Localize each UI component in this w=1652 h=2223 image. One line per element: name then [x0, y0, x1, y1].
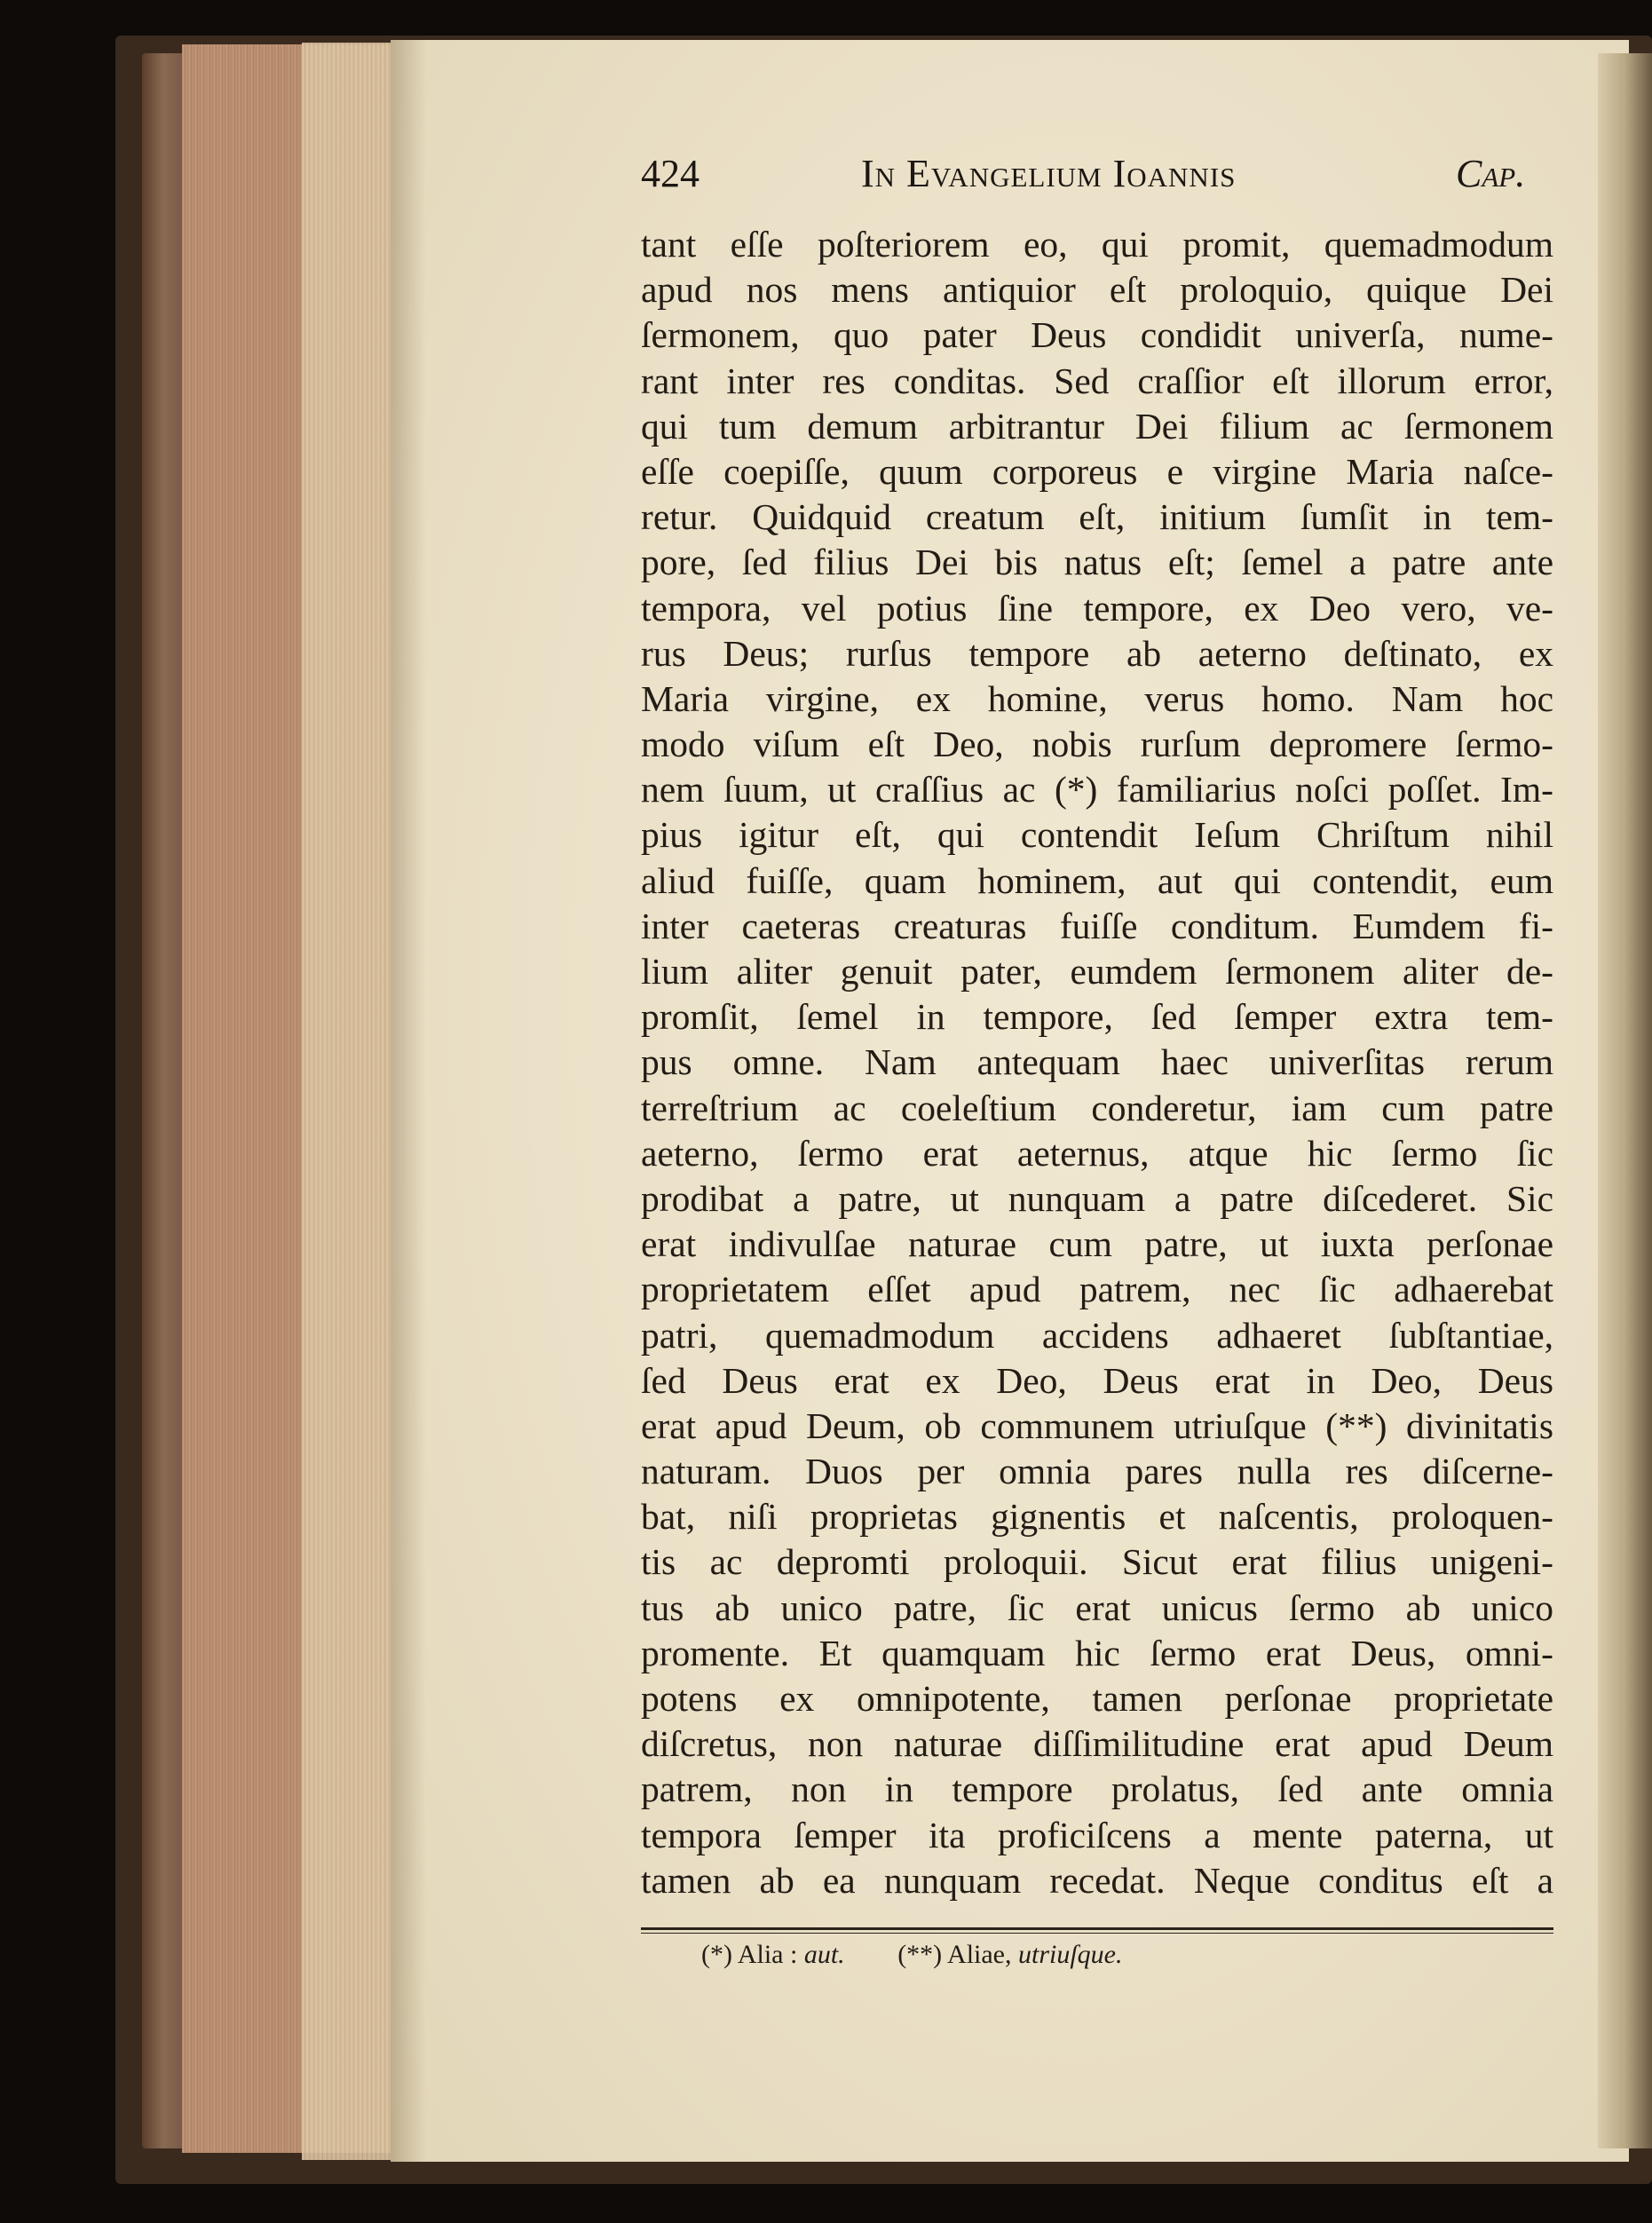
running-head	[0, 151, 1652, 204]
facing-page-edge	[1598, 53, 1652, 2148]
text-line: lium aliter genuit pater, eumdem ſermonem aliter de-	[641, 951, 1553, 992]
text-line: modo viſum eſt Deo, nobis rurſum depromere ſermo-	[641, 724, 1553, 765]
footnotes	[701, 1935, 1500, 1974]
text-line: pus omne. Nam antequam haec univerſitas rerum	[641, 1041, 1553, 1083]
text-line: rant inter res conditas. Sed craſſior eſt illorum error,	[641, 360, 1553, 401]
text-line: erat indivulſae naturae cum patre, ut iuxta perſonae	[641, 1223, 1553, 1265]
text-line: aeterno, ſermo erat aeternus, atque hic ſermo ſic	[641, 1132, 1553, 1174]
footnote	[897, 1935, 1122, 1974]
text-line: eſſe coepiſſe, quum corporeus e virgine Maria naſce-	[641, 450, 1553, 492]
page-number: 424	[641, 152, 700, 195]
text-line: pius igitur eſt, qui contendit Ieſum Chriſtum nihil	[641, 814, 1553, 856]
footnote-marker: (**)	[897, 1940, 943, 1969]
footnote-reading: aut.	[803, 1940, 845, 1969]
footnote-marker: (*)	[701, 1940, 732, 1969]
text-line: erat apud Deum, ob communem utriuſque (**) divinitatis	[641, 1404, 1553, 1446]
text-line: aliud fuiſſe, quam hominem, aut qui contendit, eum	[641, 859, 1553, 901]
text-line: bat, niſi proprietas gignentis et naſcentis, proloquen-	[641, 1496, 1553, 1538]
text-line: tus ab unico patre, ſic erat unicus ſermo ab unico	[641, 1586, 1553, 1628]
text-line: Maria virgine, ex homine, verus homo. Nam hoc	[641, 677, 1553, 719]
text-line: diſcretus, non naturae diſſimilitudine erat apud Deum	[641, 1723, 1553, 1765]
text-line: prodibat a patre, ut nunquam a patre diſcederet. Sic	[641, 1177, 1553, 1219]
text-line: tempora, vel potius ſine tempore, ex Deo vero, ve-	[641, 587, 1553, 629]
text-line: rus Deus; rurſus tempore ab aeterno deſtinato, ex	[641, 632, 1553, 674]
footnote-rule	[641, 1927, 1553, 1930]
text-line: retur. Quidquid creatum eſt, initium ſumſit in tem-	[641, 496, 1553, 538]
text-line: apud nos mens antiquior eſt proloquio, quique Dei	[641, 269, 1553, 311]
footnote-label: Aliae,	[947, 1940, 1012, 1969]
text-line: qui tum demum arbitrantur Dei filium ac ſermonem	[641, 405, 1553, 447]
text-line: tis ac depromti proloquii. Sicut erat filius unigeni-	[641, 1541, 1553, 1583]
footnote	[701, 1935, 845, 1974]
text-line: promſit, ſemel in tempore, ſed ſemper extra tem-	[641, 996, 1553, 1038]
footnote-label: Alia :	[737, 1940, 798, 1969]
text-line: ſermonem, quo pater Deus condidit univerſa, nume-	[641, 314, 1553, 356]
page-block-light-edges	[302, 43, 399, 2160]
chapter-label: Cap.	[1456, 152, 1526, 195]
text-line: tamen ab ea nunquam recedat. Neque conditus eſt a	[641, 1859, 1553, 1901]
text-line: patrem, non in tempore prolatus, ſed ante omnia	[641, 1768, 1553, 1810]
text-line: terreſtrium ac coeleſtium conderetur, iam cum patre	[641, 1087, 1553, 1128]
text-line: inter caeteras creaturas fuiſſe conditum. Eumdem fi-	[641, 905, 1553, 946]
text-line: promente. Et quamquam hic ſermo erat Deus, omni-	[641, 1632, 1553, 1673]
footnote-reading: utriuſque.	[1018, 1940, 1123, 1969]
body-text	[641, 222, 1553, 1903]
text-line: nem ſuum, ut craſſius ac (*) familiarius noſci poſſet. Im-	[641, 769, 1553, 811]
text-line: ſed Deus erat ex Deo, Deus erat in Deo, Deus	[641, 1359, 1553, 1401]
text-line: proprietatem eſſet apud patrem, nec ſic adhaerebat	[641, 1269, 1553, 1310]
text-line: potens ex omnipotente, tamen perſonae proprietate	[641, 1678, 1553, 1719]
text-line: naturam. Duos per omnia pares nulla res diſcerne-	[641, 1451, 1553, 1492]
text-line: tempora ſemper ita proficiſcens a mente paterna, ut	[641, 1814, 1553, 1855]
gutter-shadow	[391, 40, 426, 2162]
text-line: patri, quemadmodum accidens adhaeret ſubſtantiae,	[641, 1314, 1553, 1356]
running-title: In Evangelium Ioannis	[861, 152, 1237, 195]
text-line: pore, ſed filius Dei bis natus eſt; ſemel a patre ante	[641, 542, 1553, 583]
footnote-rule-thin	[641, 1933, 1553, 1934]
text-line: tant eſſe poſteriorem eo, qui promit, quemadmodum	[641, 224, 1553, 265]
